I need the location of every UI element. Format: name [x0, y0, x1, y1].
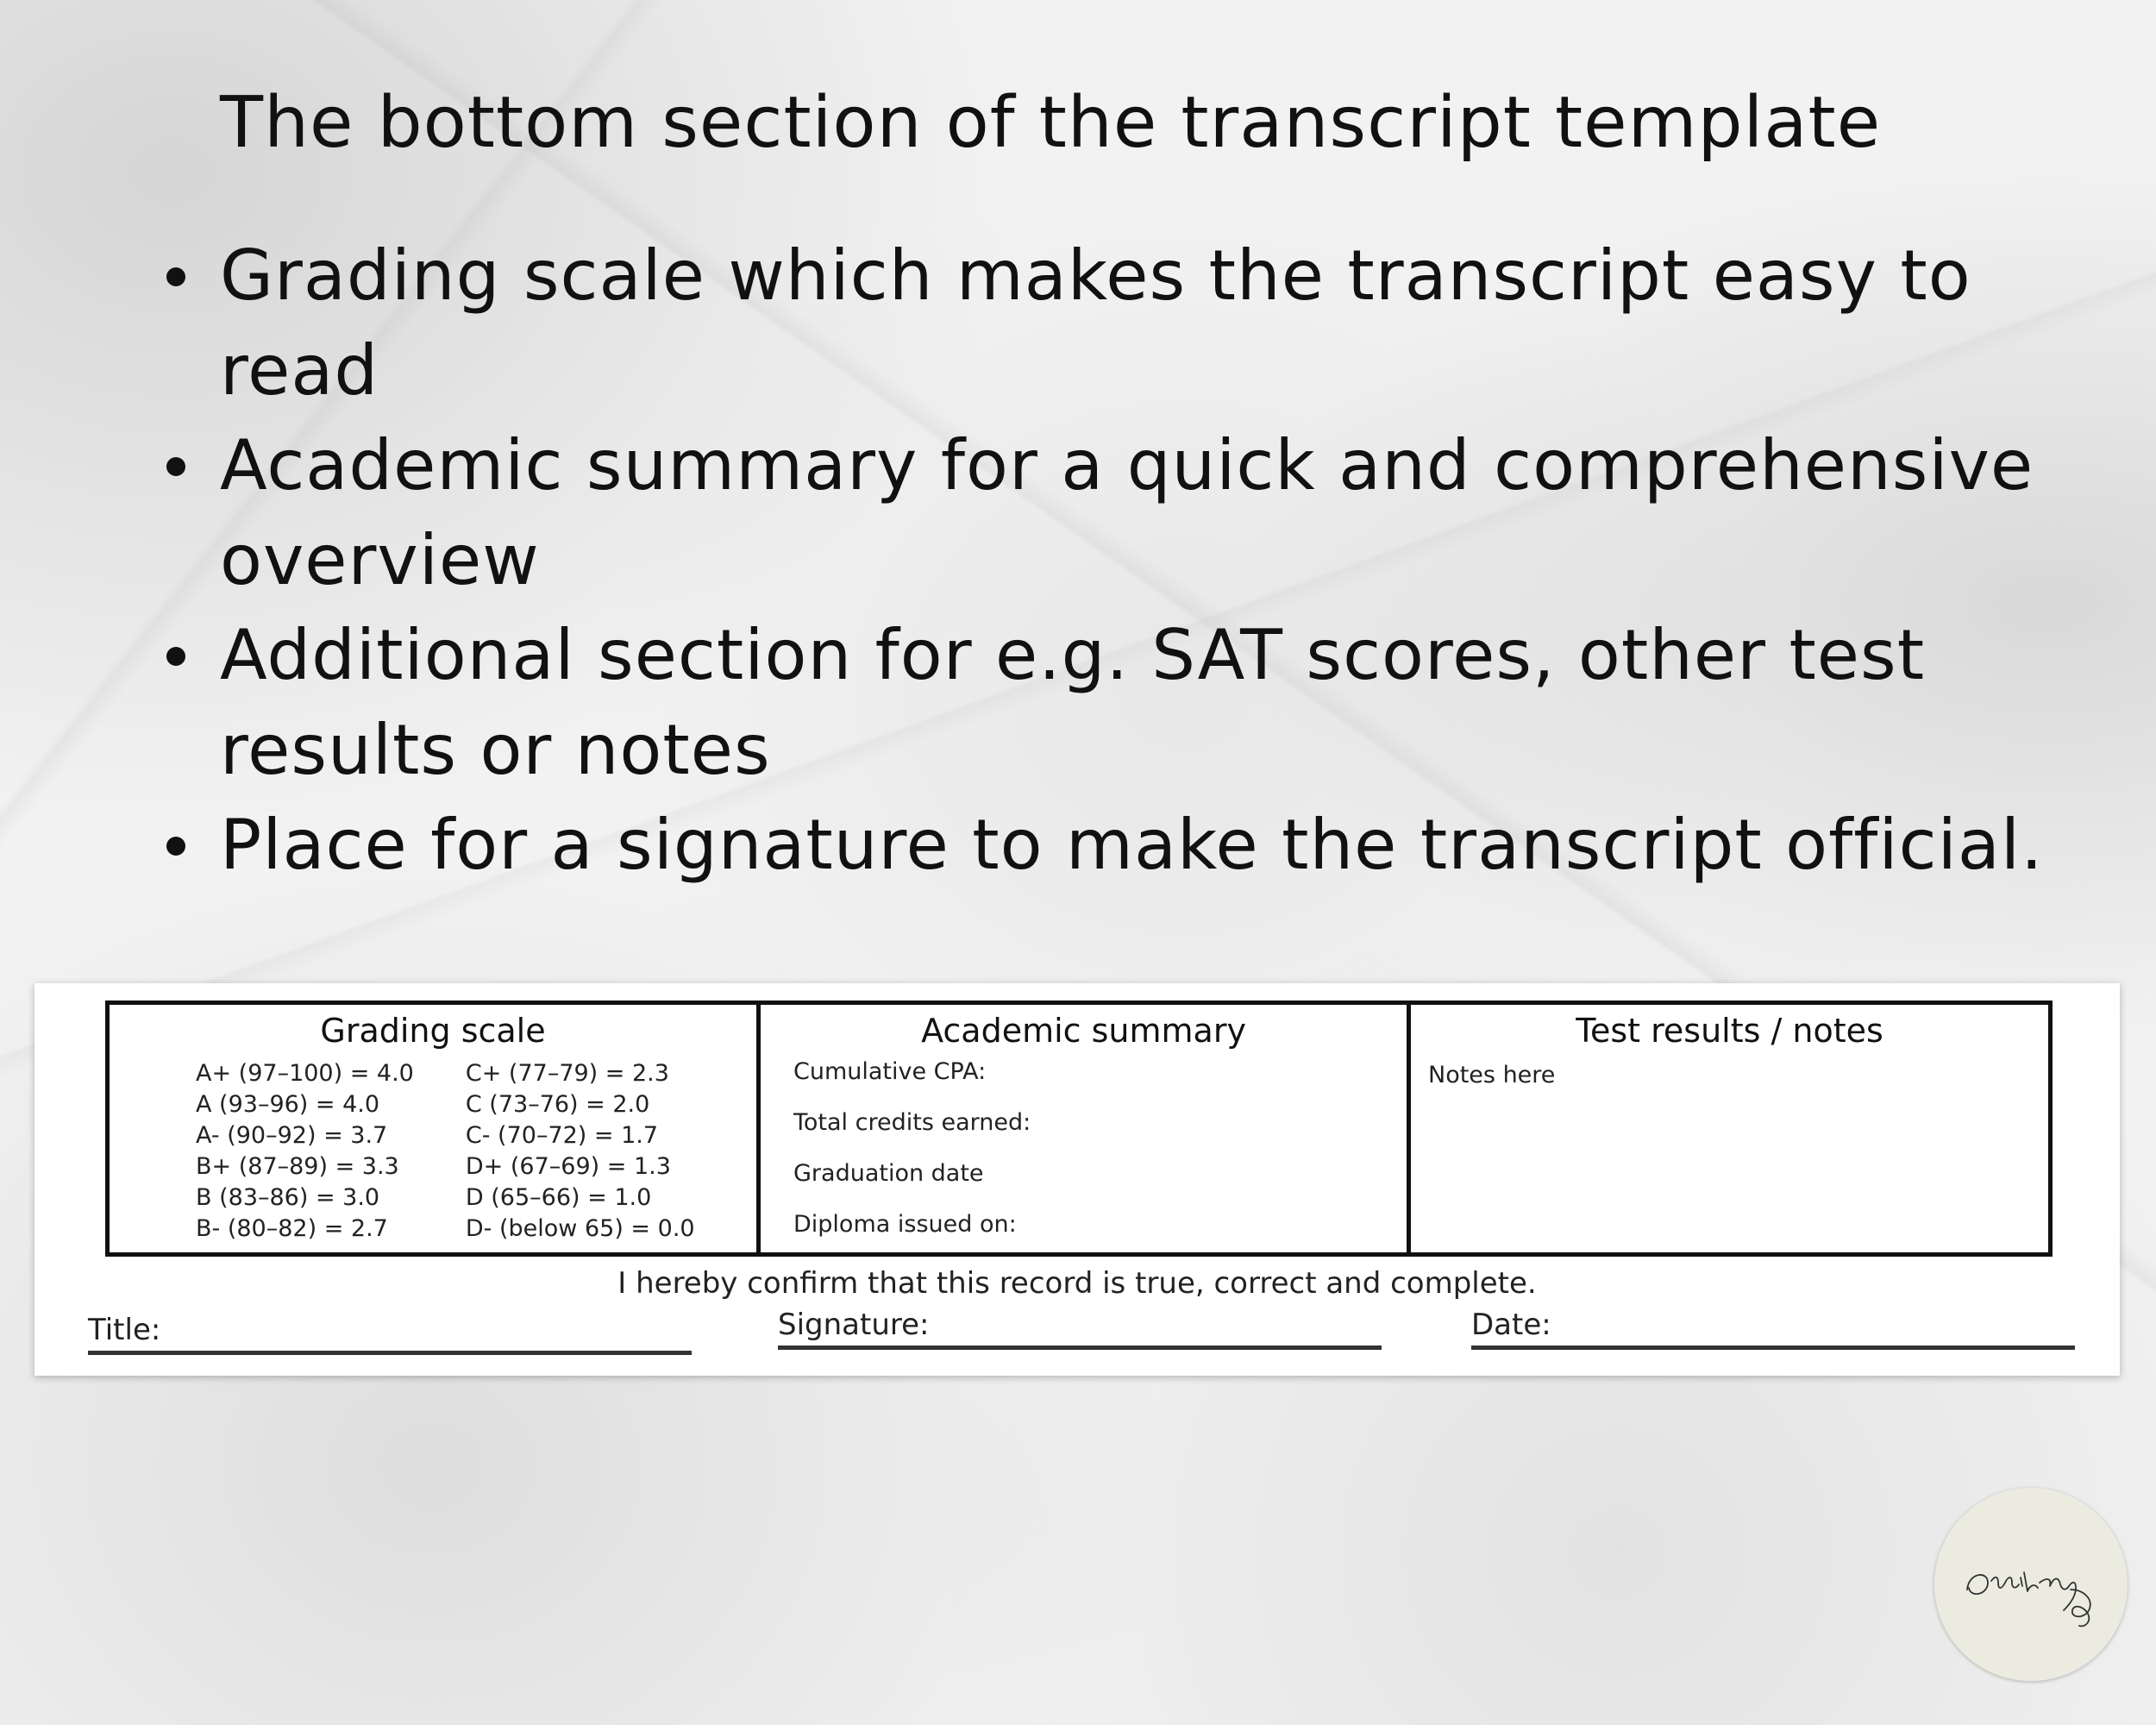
grading-scale-section — [110, 1005, 756, 1252]
signature-logo-icon — [1934, 1488, 2128, 1681]
grade-entry: C+ (77–79) = 2.3 — [465, 1060, 669, 1087]
grade-entry: C (73–76) = 2.0 — [465, 1091, 650, 1118]
feature-text: Additional section for e.g. SAT scores, other test results or notes — [220, 615, 1926, 790]
academic-summary-title: Academic summary — [921, 1012, 1246, 1050]
grade-entry: C- (70–72) = 1.7 — [465, 1122, 659, 1149]
feature-text: Place for a signature to make the transcript official. — [220, 805, 2044, 885]
grade-list-right — [466, 1058, 695, 1245]
feature-bullet — [220, 418, 2074, 608]
summary-field-diploma-issued: Diploma issued on: — [793, 1211, 1017, 1238]
feature-bullet — [220, 229, 2074, 418]
grade-entry: D- (below 65) = 0.0 — [465, 1215, 695, 1242]
test-results-section — [1407, 1005, 2048, 1252]
title-field — [88, 1313, 692, 1355]
signature-label: Signature: — [778, 1308, 930, 1342]
signature-field — [778, 1308, 1382, 1350]
grade-entry: A+ (97–100) = 4.0 — [196, 1060, 414, 1087]
grade-entry: A- (90–92) = 3.7 — [196, 1122, 388, 1149]
bullet-dot-icon — [166, 837, 185, 856]
feature-bullet — [220, 608, 2074, 798]
grade-entry: B+ (87–89) = 3.3 — [196, 1153, 399, 1180]
grading-scale-table — [196, 1058, 695, 1245]
grade-entry: B- (80–82) = 2.7 — [196, 1215, 388, 1242]
brand-logo-seal — [1934, 1488, 2128, 1681]
feature-text: Academic summary for a quick and comprehensive overview — [220, 425, 2034, 600]
test-results-title: Test results / notes — [1576, 1012, 1883, 1050]
summary-field-total-credits: Total credits earned: — [793, 1109, 1031, 1136]
bullet-dot-icon — [166, 647, 185, 666]
grade-entry: B (83–86) = 3.0 — [196, 1184, 380, 1211]
bullet-dot-icon — [166, 457, 185, 476]
grade-entry: D+ (67–69) = 1.3 — [465, 1153, 671, 1180]
grade-entry: D (65–66) = 1.0 — [465, 1184, 652, 1211]
feature-text: Grading scale which makes the transcript easy to read — [220, 235, 1971, 411]
title-label: Title: — [88, 1313, 161, 1347]
summary-field-cumulative-cpa: Cumulative CPA: — [793, 1058, 987, 1085]
date-line — [1471, 1346, 2075, 1350]
transcript-summary-grid — [105, 1000, 2053, 1257]
grading-scale-title: Grading scale — [320, 1012, 546, 1050]
bullet-dot-icon — [166, 267, 185, 286]
signature-line — [778, 1346, 1382, 1350]
academic-summary-fields — [793, 1058, 1031, 1262]
notes-placeholder: Notes here — [1428, 1062, 1556, 1088]
confirmation-statement: I hereby confirm that this record is true, correct and complete. — [617, 1266, 1537, 1301]
page-heading: The bottom section of the transcript template — [220, 82, 1882, 164]
grade-list-left — [196, 1058, 414, 1245]
date-field — [1471, 1308, 2075, 1350]
feature-bullet — [220, 798, 2074, 893]
transcript-sheet — [34, 983, 2120, 1376]
grade-entry: A (93–96) = 4.0 — [196, 1091, 380, 1118]
date-label: Date: — [1471, 1308, 1551, 1342]
title-line — [88, 1351, 692, 1355]
academic-summary-section — [756, 1005, 1407, 1252]
summary-field-graduation-date: Graduation date — [793, 1160, 984, 1187]
feature-list — [220, 229, 2074, 893]
